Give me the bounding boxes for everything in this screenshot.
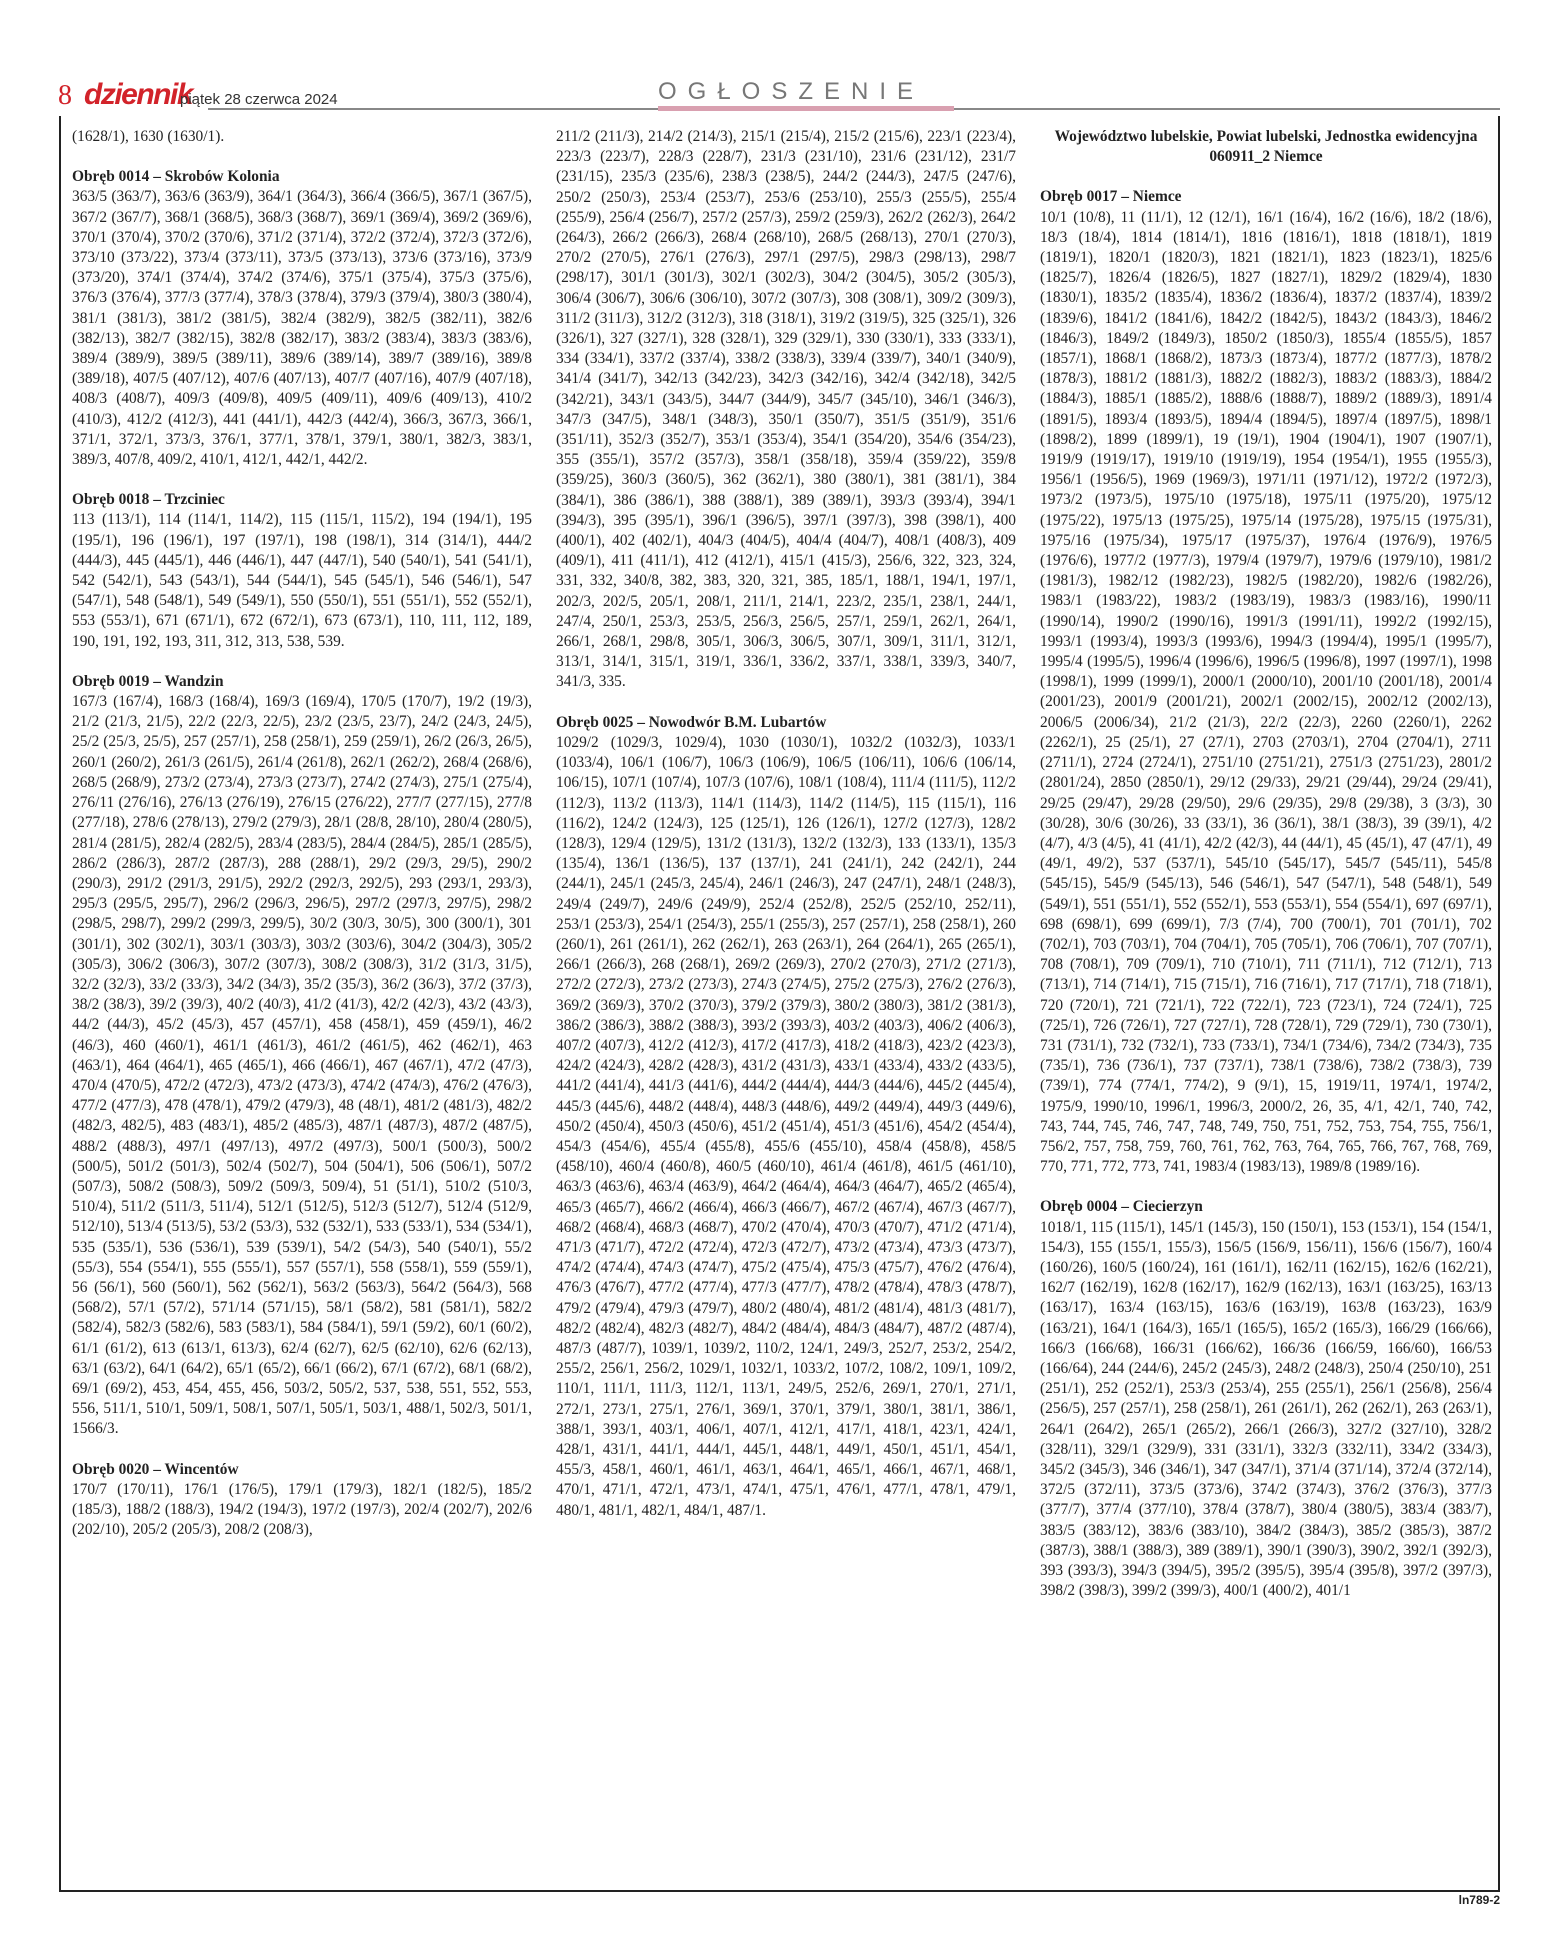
section-heading: Obręb 0020 – Wincentów: [72, 1460, 239, 1478]
brand-logo: dziennik: [84, 78, 193, 111]
parcel-section: [556, 713, 1016, 1521]
parcel-list: 1029/2 (1029/3, 1029/4), 1030 (1030/1), 1032/2 (1032/3), 1033/1 (1033/4), 106/1 (106/7), 106/3 (106/9), 106/5 (106/11), 106/6 (106/14, 106/15), 107/1 (107/4), 107/3 (107/6), 108/1 (108/4), 111/4 (111/5), 112/2 (112/3), 113/2 (113/3), 114/1 (114/3), 114/2 (114/5), 115 (115/1), 116 (116/2), 124/2 (124/3), 125 (125/1), 126 (126/1), 127/2 (127/3), 128/2 (128/3), 129/4 (129/5), 131/2 (131/3), 132/2 (132/3), 133 (133/1), 135/3 (135/4), 136/1 (136/5), 137 (137/1), 241 (241/1), 242 (242/1), 244 (244/1), 245/1 (245/3, 245/4), 246/1 (246/3), 247 (247/1), 248/1 (248/3), 249/4 (249/7), 249/6 (249/9), 252/4 (252/8), 252/5 (252/10, 252/11), 253/1 (253/3), 254/1 (254/3), 255/1 (255/3), 257 (257/1), 258 (258/1), 260 (260/1), 261 (261/1), 262 (262/1), 263 (263/1), 264 (264/1), 265 (265/1), 266/1 (266/3), 268 (268/1), 269/2 (269/3), 270/2 (270/3), 271/2 (271/3), 272/2 (272/3), 273/2 (273/3), 274/3 (274/5), 275/2 (275/3), 276/2 (276/3), 369/2 (369/3), 370/2 (370/3), 379/2 (379/3), 380/2 (380/3), 381/2 (381/3), 386/2 (386/3), 388/2 (388/3), 393/2 (393/3), 403/2 (403/3), 406/2 (406/3), 407/2 (407/3), 412/2 (412/3), 417/2 (417/3), 418/2 (418/3), 423/2 (423/3), 424/2 (424/3), 428/2 (428/3), 431/2 (431/3), 433/1 (433/4), 433/2 (433/5), 441/2 (441/4), 441/3 (441/6), 444/2 (444/4), 444/3 (444/6), 445/2 (445/4), 445/3 (445/6), 448/2 (448/4), 448/3 (448/6), 449/2 (449/4), 449/3 (449/6), 450/2 (450/4), 450/3 (450/6), 451/2 (451/4), 451/3 (451/6), 454/2 (454/4), 454/3 (454/6), 455/4 (455/8), 455/6 (455/10), 458/4 (458/8), 458/5 (458/10), 460/4 (460/8), 460/5 (460/10), 461/4 (461/8), 461/5 (461/10), 463/3 (463/6), 463/4 (463/9), 464/2 (464/4), 464/3 (464/7), 465/2 (465/4), 465/3 (465/7), 466/2 (466/4), 466/3 (466/7), 467/2 (467/4), 467/3 (467/7), 468/2 (468/4), 468/3 (468/7), 470/2 (470/4), 470/3 (470/7), 471/2 (471/4), 471/3 (471/7), 472/2 (472/4), 472/3 (472/7), 473/2 (473/4), 473/3 (473/7), 474/2 (474/4), 474/3 (474/7), 475/2 (475/4), 475/3 (475/7), 476/2 (476/4), 476/3 (476/7), 477/2 (477/4), 477/3 (477/7), 478/2 (478/4), 478/3 (478/7), 479/2 (479/4), 479/3 (479/7), 480/2 (480/4), 481/2 (481/4), 481/3 (481/7), 482/2 (482/4), 482/3 (482/7), 484/2 (484/4), 484/3 (484/7), 487/2 (487/4), 487/3 (487/7), 1039/1, 1039/2, 110/2, 124/1, 249/3, 252/7, 253/2, 254/2, 255/2, 256/1, 256/2, 1029/1, 1032/1, 1033/2, 107/2, 108/2, 109/1, 109/2, 110/1, 111/1, 111/3, 112/1, 113/1, 249/5, 252/6, 269/1, 270/1, 271/1, 272/1, 273/1, 275/1, 276/1, 369/1, 370/1, 379/1, 380/1, 381/1, 386/1, 388/1, 393/1, 403/1, 406/1, 407/1, 412/1, 417/1, 418/1, 423/1, 424/1, 428/1, 431/1, 441/1, 444/1, 445/1, 448/1, 449/1, 450/1, 451/1, 454/1, 455/3, 458/1, 460/1, 461/1, 463/1, 464/1, 465/1, 466/1, 467/1, 468/1, 470/1, 471/1, 472/1, 473/1, 474/1, 475/1, 476/1, 477/1, 478/1, 479/1, 480/1, 481/1, 482/1, 484/1, 487/1.: [556, 733, 1016, 1519]
column-3: [1040, 127, 1492, 1621]
parcel-section: [1040, 187, 1492, 1177]
parcel-section: [1040, 1197, 1492, 1601]
parcel-section: [72, 167, 532, 470]
page-header: [58, 78, 1500, 112]
section-heading: Obręb 0017 – Niemce: [1040, 188, 1182, 206]
parcel-section: [72, 490, 532, 652]
section-heading: Obręb 0018 – Trzciniec: [72, 491, 225, 509]
parcel-section: [72, 1460, 532, 1541]
region-heading: Województwo lubelskie, Powiat lubelski, Jednostka ewidencyjna 060911_2 Niemce: [1054, 128, 1478, 166]
continuation-text: 211/2 (211/3), 214/2 (214/3), 215/1 (215/4), 215/2 (215/6), 223/1 (223/4), 223/3 (223/7), 228/3 (228/7), 231/3 (231/10), 231/6 (231/12), 231/7 (231/15), 235/3 (235/6), 238/3 (238/5), 244/2 (244/3), 247/5 (247/6), 250/2 (250/3), 253/4 (253/7), 253/6 (253/10), 255/3 (255/5), 255/4 (255/9), 256/4 (256/7), 257/2 (257/3), 259/2 (259/3), 262/2 (262/3), 264/2 (264/3), 266/2 (266/3), 268/4 (268/10), 268/5 (268/13), 270/1 (270/3), 270/2 (270/5), 276/1 (276/3), 297/1 (297/5), 298/3 (298/13), 298/7 (298/17), 301/1 (301/3), 302/1 (302/3), 304/2 (304/5), 305/2 (305/3), 306/4 (306/7), 306/6 (306/10), 307/2 (307/3), 308 (308/1), 309/2 (309/3), 311/2 (311/3), 312/2 (312/3), 318 (318/1), 319/2 (319/5), 325 (325/1), 326 (326/1), 327 (327/1), 328 (328/1), 329 (329/1), 330 (330/1), 333 (333/1), 334 (334/1), 337/2 (337/4), 338/2 (338/3), 339/4 (339/7), 340/1 (340/9), 341/4 (341/7), 342/13 (342/23), 342/3 (342/16), 342/4 (342/18), 342/5 (342/21), 343/1 (343/5), 344/7 (344/9), 345/7 (345/10), 346/1 (346/3), 347/3 (347/5), 348/1 (348/3), 350/1 (350/7), 351/5 (351/9), 351/6 (351/11), 352/3 (352/7), 353/1 (353/4), 354/1 (354/20), 354/6 (354/23), 355 (355/1), 357/2 (357/3), 358/1 (358/18), 359/4 (359/22), 359/8 (359/25), 360/3 (360/5), 362 (362/1), 380 (380/1), 381 (381/1), 384 (384/1), 386 (386/1), 388 (388/1), 389 (389/1), 393/3 (393/4), 394/1 (394/3), 395 (395/1), 396/1 (396/5), 397/1 (397/3), 398 (398/1), 400 (400/1), 402 (402/1), 404/3 (404/5), 404/4 (404/7), 408/1 (408/3), 409 (409/1), 411 (411/1), 412 (412/1), 415/1 (415/3), 256/6, 322, 323, 324, 331, 332, 340/8, 382, 383, 320, 321, 385, 185/1, 188/1, 194/1, 197/1, 202/3, 202/5, 205/1, 208/1, 211/1, 214/1, 223/2, 235/1, 238/1, 244/1, 247/4, 250/1, 253/3, 253/5, 256/3, 256/5, 257/1, 259/1, 262/1, 264/1, 266/1, 268/1, 298/8, 305/1, 306/3, 306/5, 307/1, 309/1, 311/1, 312/1, 313/1, 314/1, 315/1, 319/1, 336/1, 336/2, 337/1, 338/1, 339/3, 340/7, 341/3, 335.: [556, 128, 1016, 691]
parcel-list: 167/3 (167/4), 168/3 (168/4), 169/3 (169/4), 170/5 (170/7), 19/2 (19/3), 21/2 (21/3, 21/5), 22/2 (22/3, 22/5), 23/2 (23/5, 23/7), 24/2 (24/3, 24/5), 25/2 (25/3, 25/5), 257 (257/1), 258 (258/1), 259 (259/1), 26/2 (26/3, 26/5), 260/1 (260/2), 261/3 (261/5), 261/4 (261/8), 262/1 (262/2), 268/4 (268/6), 268/5 (268/9), 273/2 (273/4), 273/3 (273/7), 274/2 (274/3), 275/1 (275/4), 276/11 (276/16), 276/13 (276/19), 276/15 (276/22), 277/7 (277/15), 277/8 (277/18), 278/6 (278/13), 279/2 (279/3), 28/1 (28/8, 28/10), 280/4 (280/5), 281/4 (281/5), 282/4 (282/5), 283/4 (283/5), 284/4 (284/5), 285/1 (285/5), 286/2 (286/3), 287/2 (287/3), 288 (288/1), 29/2 (29/3, 29/5), 290/2 (290/3), 291/2 (291/3, 291/5), 292/2 (292/3, 292/5), 293 (293/1, 293/3), 295/3 (295/5, 295/7), 296/2 (296/3, 296/5), 297/2 (297/3, 297/5), 298/2 (298/5, 298/7), 299/2 (299/3, 299/5), 30/2 (30/3, 30/5), 300 (300/1), 301 (301/1), 302 (302/1), 303/1 (303/3), 303/2 (303/6), 304/2 (304/3), 305/2 (305/3), 306/2 (306/3), 307/2 (307/3), 308/2 (308/3), 31/2 (31/3, 31/5), 32/2 (32/3), 33/2 (33/3), 34/2 (34/3), 35/2 (35/3), 36/2 (36/3), 37/2 (37/3), 38/2 (38/3), 39/2 (39/3), 40/2 (40/3), 41/2 (41/3), 42/2 (42/3), 43/2 (43/3), 44/2 (44/3), 45/2 (45/3), 457 (457/1), 458 (458/1), 459 (459/1), 46/2 (46/3), 460 (460/1), 461/1 (461/3), 461/2 (461/5), 462 (462/1), 463 (463/1), 464 (464/1), 465 (465/1), 466 (466/1), 467 (467/1), 47/2 (47/3), 470/4 (470/5), 472/2 (472/3), 473/2 (473/3), 474/2 (474/3), 476/2 (476/3), 477/2 (477/3), 478 (478/1), 479/2 (479/3), 48 (48/1), 481/2 (481/3), 482/2 (482/3, 482/5), 483 (483/1), 485/2 (485/3), 487/1 (487/3), 487/2 (487/5), 488/2 (488/3), 497/1 (497/13), 497/2 (497/3), 500/1 (500/3), 500/2 (500/5), 501/2 (501/3), 502/4 (502/7), 504 (504/1), 506 (506/1), 507/2 (507/3), 508/2 (508/3), 509/2 (509/3, 509/4), 51 (51/1), 510/2 (510/3, 510/4), 511/2 (511/3, 511/4), 512/1 (512/5), 512/3 (512/7), 512/4 (512/9, 512/10), 513/4 (513/5), 53/2 (53/3), 532 (532/1), 533 (533/1), 534 (534/1), 535 (535/1), 536 (536/1), 539 (539/1), 54/2 (54/3), 540 (540/1), 55/2 (55/3), 554 (554/1), 555 (555/1), 557 (557/1), 558 (558/1), 559 (559/1), 56 (56/1), 560 (560/1), 562 (562/1), 563/2 (563/3), 564/2 (564/3), 568 (568/2), 57/1 (57/2), 571/14 (571/15), 58/1 (58/2), 581 (581/1), 582/2 (582/4), 582/3 (582/6), 583 (583/1), 584 (584/1), 59/1 (59/2), 60/1 (60/2), 61/1 (61/2), 613 (613/1, 613/3), 62/4 (62/7), 62/5 (62/10), 62/6 (62/13), 63/1 (63/2), 64/1 (64/2), 65/1 (65/2), 66/1 (66/2), 67/1 (67/2), 68/1 (68/2), 69/1 (69/2), 453, 454, 455, 456, 503/2, 505/2, 537, 538, 551, 552, 553, 556, 511/1, 510/1, 509/1, 508/1, 507/1, 505/1, 503/1, 488/1, 502/3, 501/1, 1566/3.: [72, 693, 532, 1438]
parcel-list: 170/7 (170/11), 176/1 (176/5), 179/1 (179/3), 182/1 (182/5), 185/2 (185/3), 188/2 (188/3), 194/2 (194/3), 197/2 (197/3), 202/4 (202/7), 202/6 (202/10), 205/2 (205/3), 208/2 (208/3),: [72, 1480, 532, 1539]
parcel-section: [72, 672, 532, 1440]
section-heading: Obręb 0004 – Ciecierzyn: [1040, 1198, 1203, 1216]
parcel-list: 1018/1, 115 (115/1), 145/1 (145/3), 150 (150/1), 153 (153/1), 154 (154/1, 154/3), 155 (155/1, 155/3), 156/5 (156/9, 156/11), 156/6 (156/7), 160/4 (160/26), 160/5 (160/24), 161 (161/1), 162/11 (162/15), 162/6 (162/21), 162/7 (162/19), 162/8 (162/17), 162/9 (162/13), 163/1 (163/25), 163/13 (163/17), 163/4 (163/15), 163/6 (163/19), 163/8 (163/23), 163/9 (163/21), 164/1 (164/3), 165/1 (165/5), 165/2 (165/3), 166/29 (166/66), 166/3 (166/68), 166/31 (166/62), 166/36 (166/59, 166/60), 166/53 (166/64), 244 (244/6), 245/2 (245/3), 248/2 (248/3), 250/4 (250/10), 251 (251/1), 252 (252/1), 253/3 (253/4), 255 (255/1), 256/1 (256/8), 256/4 (256/5), 257 (257/1), 258 (258/1), 261 (261/1), 262 (262/1), 263 (263/1), 264/1 (264/2), 265/1 (265/2), 266/1 (266/3), 327/2 (327/10), 328/2 (328/11), 329/1 (329/9), 331 (331/1), 332/3 (332/11), 334/2 (334/3), 345/2 (345/3), 346 (346/1), 347 (347/1), 371/4 (371/14), 372/4 (372/14), 372/5 (372/11), 373/5 (373/6), 374/2 (374/3), 376/2 (376/3), 377/3 (377/7), 377/4 (377/10), 378/4 (378/7), 380/4 (380/5), 383/4 (383/7), 383/5 (383/12), 383/6 (383/10), 384/2 (384/3), 385/2 (385/3), 387/2 (387/3), 388/1 (388/3), 389 (389/1), 390/1 (390/3), 390/2, 392/1 (392/3), 393 (393/3), 394/3 (394/5), 395/2 (395/5), 395/4 (395/8), 397/2 (397/3), 398/2 (398/3), 399/2 (399/3), 400/1 (400/2), 401/1: [1040, 1218, 1492, 1600]
parcel-list: 10/1 (10/8), 11 (11/1), 12 (12/1), 16/1 (16/4), 16/2 (16/6), 18/2 (18/6), 18/3 (18/4), 1814 (1814/1), 1816 (1816/1), 1818 (1818/1), 1819 (1819/1), 1820/1 (1820/3), 1821 (1821/1), 1823 (1823/1), 1825/6 (1825/7), 1826/4 (1826/5), 1827 (1827/1), 1829/2 (1829/4), 1830 (1830/1), 1835/2 (1835/4), 1836/2 (1836/4), 1837/2 (1837/4), 1839/2 (1839/6), 1841/2 (1841/6), 1842/2 (1842/5), 1843/2 (1843/3), 1846/2 (1846/3), 1849/2 (1849/3), 1850/2 (1850/3), 1855/4 (1855/5), 1857 (1857/1), 1868/1 (1868/2), 1873/3 (1873/4), 1877/2 (1877/3), 1878/2 (1878/3), 1881/2 (1881/3), 1882/2 (1882/3), 1883/2 (1883/3), 1884/2 (1884/3), 1885/1 (1885/2), 1888/6 (1888/7), 1889/2 (1889/3), 1891/4 (1891/5), 1893/4 (1893/5), 1894/4 (1894/5), 1897/4 (1897/5), 1898/1 (1898/2), 1899 (1899/1), 19 (19/1), 1904 (1904/1), 1907 (1907/1), 1919/9 (1919/17), 1919/10 (1919/19), 1954 (1954/1), 1955 (1955/3), 1956/1 (1956/5), 1969 (1969/3), 1971/11 (1971/12), 1972/2 (1972/3), 1973/2 (1973/5), 1975/10 (1975/18), 1975/11 (1975/20), 1975/12 (1975/22), 1975/13 (1975/25), 1975/14 (1975/28), 1975/15 (1975/31), 1975/16 (1975/34), 1975/17 (1975/37), 1976/4 (1976/9), 1976/5 (1976/6), 1977/2 (1977/3), 1979/4 (1979/7), 1979/6 (1979/10), 1981/2 (1981/3), 1982/12 (1982/23), 1982/5 (1982/20), 1982/6 (1982/26), 1983/1 (1983/22), 1983/2 (1983/19), 1983/3 (1983/16), 1990/11 (1990/14), 1990/2 (1990/16), 1991/3 (1991/11), 1992/2 (1992/15), 1993/1 (1993/4), 1993/3 (1993/6), 1994/3 (1994/4), 1995/1 (1995/7), 1995/4 (1995/5), 1996/4 (1996/6), 1996/5 (1996/8), 1997 (1997/1), 1998 (1998/1), 1999 (1999/1), 2000/1 (2000/10), 2001/10 (2001/18), 2001/4 (2001/23), 2001/9 (2001/21), 2002/1 (2002/15), 2002/12 (2002/13), 2006/5 (2006/34), 21/2 (21/3), 22/2 (22/3), 2260 (2260/1), 2262 (2262/1), 25 (25/1), 27 (27/1), 2703 (2703/1), 2704 (2704/1), 2711 (2711/1), 2724 (2724/1), 2751/10 (2751/21), 2751/3 (2751/23), 2801/2 (2801/24), 2850 (2850/1), 29/12 (29/33), 29/21 (29/44), 29/24 (29/41), 29/25 (29/47), 29/28 (29/50), 29/6 (29/35), 29/8 (29/38), 3 (3/3), 30 (30/28), 30/6 (30/26), 33 (33/1), 36 (36/1), 38/1 (38/3), 39 (39/1), 4/2 (4/7), 4/3 (4/5), 41 (41/1), 42/2 (42/3), 44 (44/1), 45 (45/1), 47 (47/1), 49 (49/1, 49/2), 537 (537/1), 545/10 (545/17), 545/7 (545/11), 545/8 (545/15), 545/9 (545/13), 546 (546/1), 547 (547/1), 548 (548/1), 549 (549/1), 551 (551/1), 552 (552/1), 553 (553/1), 554 (554/1), 697 (697/1), 698 (698/1), 699 (699/1), 7/3 (7/4), 700 (700/1), 701 (701/1), 702 (702/1), 703 (703/1), 704 (704/1), 705 (705/1), 706 (706/1), 707 (707/1), 708 (708/1), 709 (709/1), 710 (710/1), 711 (711/1), 712 (712/1), 713 (713/1), 714 (714/1), 715 (715/1), 716 (716/1), 717 (717/1), 718 (718/1), 720 (720/1), 721 (721/1), 722 (722/1), 723 (723/1), 724 (724/1), 725 (725/1), 726 (726/1), 727 (727/1), 728 (728/1), 729 (729/1), 730 (730/1), 731 (731/1), 732 (732/1), 733 (733/1), 734/1 (734/6), 734/2 (734/3), 735 (735/1), 736 (736/1), 737 (737/1), 738/1 (738/6), 738/2 (738/3), 739 (739/1), 774 (774/1, 774/2), 9 (9/1), 15, 1919/11, 1974/1, 1974/2, 1975/9, 1990/10, 1996/1, 1996/3, 2000/2, 26, 35, 4/1, 42/1, 740, 742, 743, 744, 745, 746, 747, 748, 749, 750, 751, 752, 753, 754, 755, 756/1, 756/2, 757, 758, 759, 760, 761, 762, 763, 764, 765, 766, 767, 768, 769, 770, 771, 772, 773, 741, 1983/4 (1983/13), 1989/8 (1989/16).: [1040, 208, 1492, 1176]
issue-date: piątek 28 czerwca 2024: [180, 91, 338, 108]
page-number: 8: [58, 80, 72, 111]
section-heading: Obręb 0019 – Wandzin: [72, 672, 224, 690]
section-heading: Obręb 0014 – Skrobów Kolonia: [72, 168, 280, 186]
section-title: OGŁOSZENIE: [658, 78, 925, 105]
parcel-list: 113 (113/1), 114 (114/1, 114/2), 115 (115/1, 115/2), 194 (194/1), 195 (195/1), 196 (196/1), 197 (197/1), 198 (198/1), 314 (314/1), 444/2 (444/3), 445 (445/1), 446 (446/1), 447 (447/1), 540 (540/1), 541 (541/1), 542 (542/1), 543 (543/1), 544 (544/1), 545 (545/1), 546 (546/1), 547 (547/1), 548 (548/1), 549 (549/1), 550 (550/1), 551 (551/1), 552 (552/1), 553 (553/1), 671 (671/1), 672 (672/1), 673 (673/1), 110, 111, 112, 189, 190, 191, 192, 193, 311, 312, 313, 538, 539.: [72, 511, 532, 650]
ad-code: ln789-2: [1458, 1893, 1500, 1907]
header-accent-rule: [658, 106, 954, 111]
column-1: [72, 127, 532, 1560]
continuation-text: (1628/1), 1630 (1630/1).: [72, 128, 225, 145]
column-2: [556, 127, 1016, 1541]
section-heading: Obręb 0025 – Nowodwór B.M. Lubartów: [556, 713, 827, 731]
parcel-list: 363/5 (363/7), 363/6 (363/9), 364/1 (364/3), 366/4 (366/5), 367/1 (367/5), 367/2 (367/7), 368/1 (368/5), 368/3 (368/7), 369/1 (369/4), 369/2 (369/6), 370/1 (370/4), 370/2 (370/6), 371/2 (371/4), 372/2 (372/4), 372/3 (372/6), 373/10 (373/22), 373/4 (373/11), 373/5 (373/13), 373/6 (373/16), 373/9 (373/20), 374/1 (374/4), 374/2 (374/6), 375/1 (375/4), 375/3 (375/6), 376/3 (376/4), 377/3 (377/4), 378/3 (378/4), 379/3 (379/4), 380/3 (380/4), 381/1 (381/3), 381/2 (381/5), 382/4 (382/9), 382/5 (382/11), 382/6 (382/13), 382/7 (382/15), 382/8 (382/17), 383/2 (383/4), 383/3 (383/6), 389/4 (389/9), 389/5 (389/11), 389/6 (389/14), 389/7 (389/16), 389/8 (389/18), 407/5 (407/12), 407/6 (407/13), 407/7 (407/16), 407/9 (407/18), 408/3 (408/7), 409/3 (409/8), 409/5 (409/11), 409/6 (409/13), 410/2 (410/3), 412/2 (412/3), 441 (441/1), 442/3 (442/4), 366/3, 367/3, 366/1, 371/1, 372/1, 373/3, 376/1, 377/1, 378/1, 379/1, 380/1, 382/3, 383/1, 389/3, 407/8, 409/2, 410/1, 412/1, 442/1, 442/2.: [72, 188, 532, 469]
